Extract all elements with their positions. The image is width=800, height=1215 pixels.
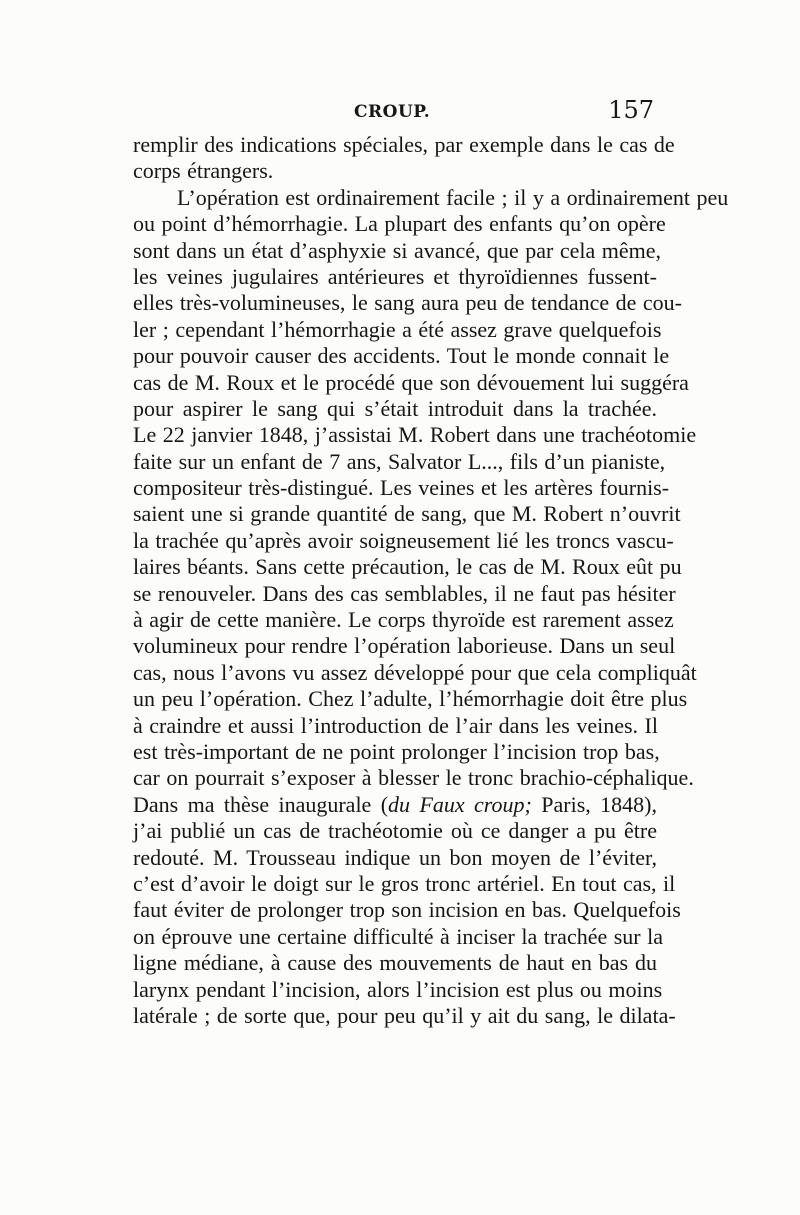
text-line: les veines jugulaires antérieures et thyroïdiennes fussent-: [133, 263, 657, 289]
text-line: cas, nous l’avons vu assez développé pour que cela compliquât: [133, 659, 697, 685]
text-line: larynx pendant l’incision, alors l’incision est plus ou moins: [133, 976, 663, 1002]
text-line: la trachée qu’après avoir soigneusement lié les troncs vascu-: [133, 527, 674, 553]
text-line: un peu l’opération. Chez l’adulte, l’hémorrhagie doit être plus: [133, 686, 688, 712]
text-line: j’ai publié un cas de trachéotomie où ce danger a pu être: [133, 818, 657, 844]
text-line: se renouveler. Dans des cas semblables, il ne faut pas hésiter: [133, 580, 676, 606]
text-line: cas de M. Roux et le procédé que son dévouement lui suggéra: [133, 369, 689, 395]
text-line: sont dans un état d’asphyxie si avancé, que par cela même,: [133, 237, 662, 263]
text-line: pour aspirer le sang qui s’était introduit dans la trachée.: [133, 395, 657, 421]
text-line: latérale ; de sorte que, pour peu qu’il y ait du sang, le dilata-: [133, 1002, 676, 1028]
page-header: [133, 96, 657, 130]
text-line: ler ; cependant l’hémorrhagie a été assez grave quelquefois: [133, 316, 662, 342]
text-line: redouté. M. Trousseau indique un bon moyen de l’éviter,: [133, 844, 657, 870]
text-line: ligne médiane, à cause des mouvements de haut en bas du: [133, 950, 657, 976]
text-line-with-italic: [133, 792, 657, 818]
text-line: à craindre et aussi l’introduction de l’air dans les veines. Il: [133, 712, 658, 738]
text-line: ou point d’hémorrhagie. La plupart des enfants qu’on opère: [133, 211, 666, 237]
body-text: [133, 132, 729, 1029]
running-title: CROUP.: [354, 102, 431, 122]
text-line: est très-important de ne point prolonger l’incision trop bas,: [133, 738, 660, 764]
text-line: pour pouvoir causer des accidents. Tout le monde connait le: [133, 343, 670, 369]
italic-title: du Faux croup;: [388, 791, 532, 817]
text-line: car on pourrait s’exposer à blesser le tronc brachio-céphalique.: [133, 765, 694, 791]
text-line: L’opération est ordinairement facile ; il y a ordinairement peu: [177, 184, 729, 210]
page-number: 157: [608, 96, 654, 124]
text-line: faite sur un enfant de 7 ans, Salvator L..., fils d’un pianiste,: [133, 448, 666, 474]
text-line: elles très-volumineuses, le sang aura peu de tendance de cou-: [133, 290, 683, 316]
text-line: on éprouve une certaine difficulté à inciser la trachée sur la: [133, 923, 664, 949]
text-line: saient une si grande quantité de sang, que M. Robert n’ouvrit: [133, 501, 681, 527]
text-line: volumineux pour rendre l’opération laborieuse. Dans un seul: [133, 633, 676, 659]
text-line: remplir des indications spéciales, par exemple dans le cas de: [133, 132, 675, 157]
text-line: laires béants. Sans cette précaution, le cas de M. Roux eût pu: [133, 554, 682, 580]
text-line: à agir de cette manière. Le corps thyroïde est rarement assez: [133, 607, 674, 633]
text-line: Le 22 janvier 1848, j’assistai M. Robert dans une trachéotomie: [133, 422, 697, 448]
text-line: corps étrangers.: [133, 158, 274, 184]
text-line: faut éviter de prolonger trop son incision en bas. Quelquefois: [133, 897, 681, 923]
text-line: c’est d’avoir le doigt sur le gros tronc artériel. En tout cas, il: [133, 870, 676, 896]
text-segment: Dans ma thèse inaugurale (: [133, 791, 389, 817]
text-segment: Paris, 1848),: [531, 791, 657, 817]
text-line: compositeur très-distingué. Les veines et les artères fournis-: [133, 475, 670, 501]
